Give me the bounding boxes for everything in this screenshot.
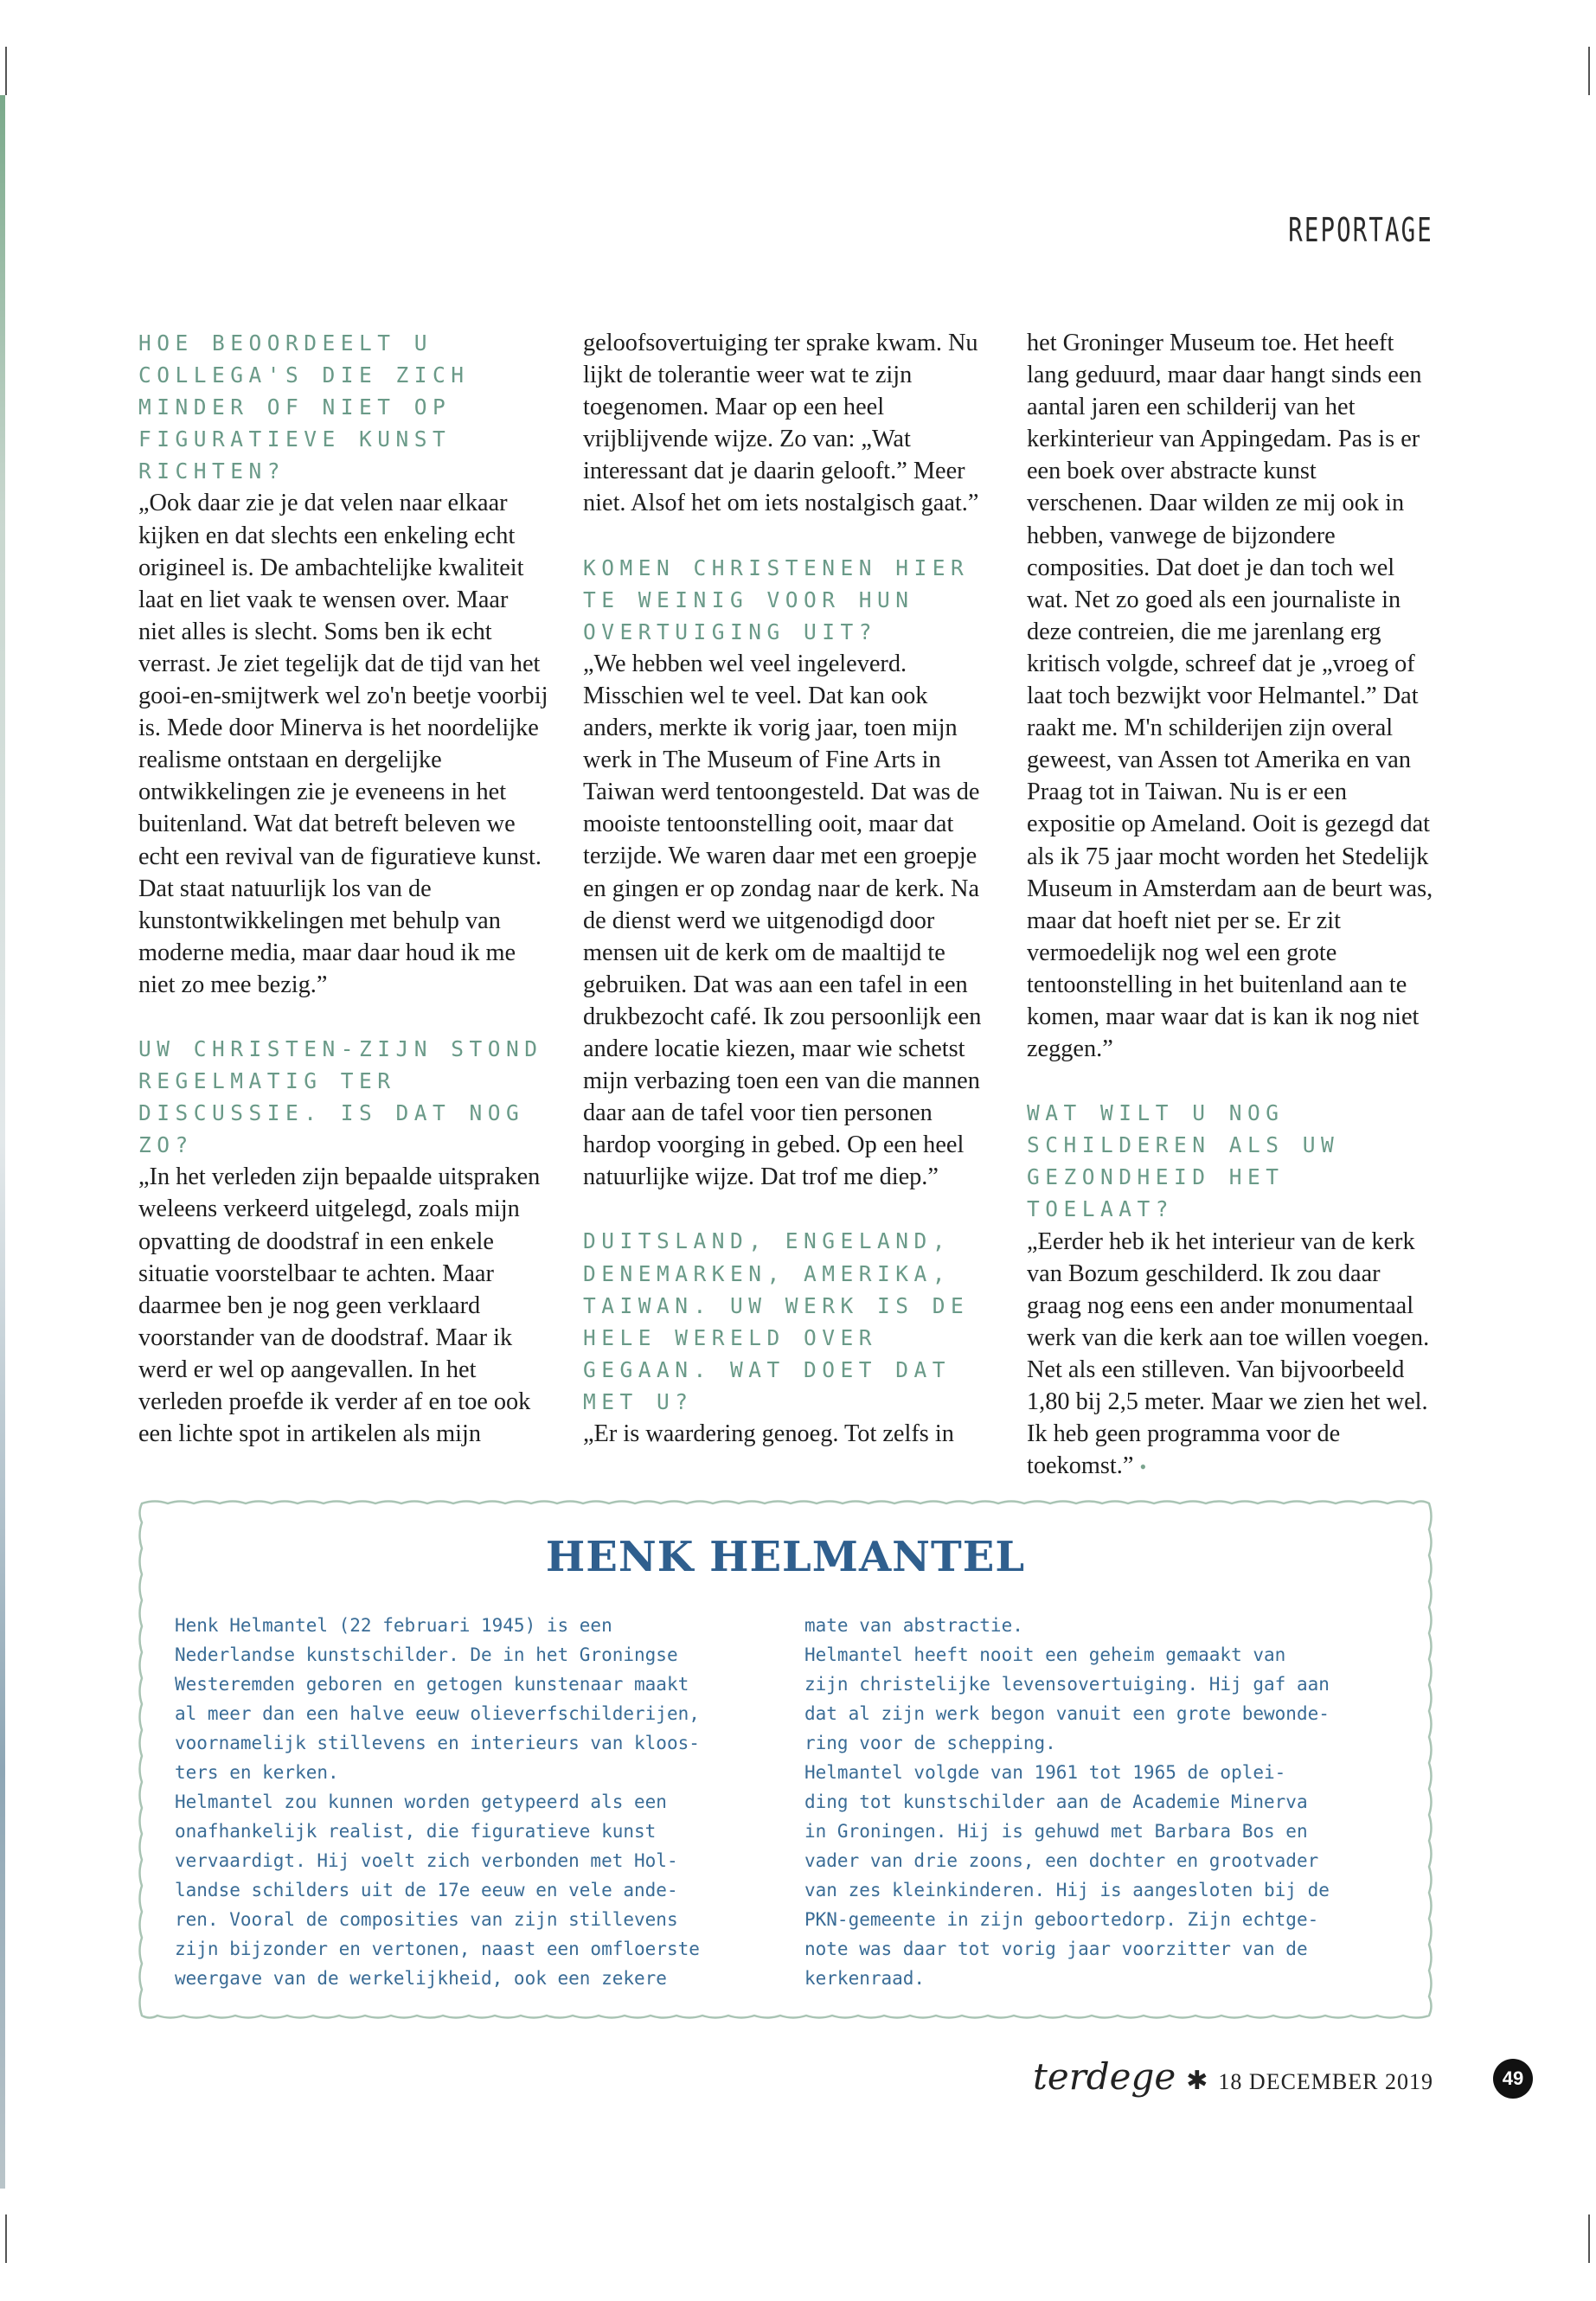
issue-date: 18 DECEMBER 2019 bbox=[1218, 2069, 1433, 2094]
infobox-text-left: Henk Helmantel (22 februari 1945) is een Nederlandse kunstschilder. De in het Groningse Westeremden geboren en getogen kunstenaar maakt al meer dan een halve eeuw olieverfschilderijen, voornamelijk stillevens en interieurs van kloos- ters en kerken. Helmantel zou kunnen worden getypeerd als een onafhankelijk realist, die figuratieve kunst vervaardigt. Hij voelt zich verbonden met Hol- landse schilders uit de 17e eeuw en vele ande- ren. Vooral de composities van zijn stillevens zijn bijzonder en vertonen, naast een omfloerste weergave van de werkelijkheid, ook een zekere bbox=[175, 1615, 700, 1989]
interview-answer: „Eerder heb ik het interieur van de kerk van Bozum geschilderd. Ik zou daar graag nog eens een ander monumentaal werk van die kerk aan toe willen voegen. Net als een stilleven. Van bijvoorbeeld 1,80 bij 2,5 meter. Maar we zien het wel. Ik heb geen programma voor de toekomst.” • bbox=[1027, 1227, 1430, 1480]
crop-mark bbox=[5, 47, 7, 95]
article-column-2 bbox=[583, 327, 995, 1450]
magazine-logo: terdege bbox=[1032, 2055, 1176, 2098]
paragraph-gap bbox=[583, 520, 995, 552]
article-column-3 bbox=[1027, 327, 1439, 1483]
interview-answer: „Ook daar zie je dat velen naar elkaar kijken en dat slechts een enkeling echt origineel is. De ambachtelijke kwaliteit laat en liet vaak te wensen over. Maar niet alles is slecht. Soms ben ik echt verrast. Je ziet tegelijk dat de tijd van het gooi-en-smijtwerk wel zo'n beetje voorbij is. Mede door Minerva is het noordelijke realisme ontstaan en dergelijke ontwikkelingen zie je eveneens in het buitenland. Wat dat betreft beleven we echt een revival van de figuratieve kunst. Dat staat natuurlijk los van de kunstontwikkelingen met behulp van moderne media, maar daar houd ik me niet zo mee bezig.” bbox=[138, 490, 548, 998]
page-number: 49 bbox=[1493, 2059, 1533, 2099]
page-footer bbox=[1033, 2055, 1433, 2098]
crop-mark bbox=[1588, 47, 1590, 95]
end-mark-icon: • bbox=[1139, 1456, 1147, 1478]
interview-question: UW CHRISTEN-ZIJN STOND REGELMATIG TER DISCUSSIE. IS DAT NOG ZO? bbox=[138, 1035, 543, 1158]
interview-answer: „We hebben wel veel ingeleverd. Misschien wel te veel. Dat kan ook anders, merkte ik vorig jaar, toen mijn werk in The Museum of Fine Arts in Taiwan werd tentoongesteld. Dat was de mooiste tentoonstelling ooit, maar dat terzijde. We waren daar met een groepje en gingen er op zondag naar de kerk. Na de dienst werd we uitgenodigd door mensen uit de kerk om de maaltijd te gebruiken. Dat was aan een tafel in een drukbezocht café. Ik zou persoonlijk een andere locatie kiezen, maar wie schetst mijn verbazing toen een van die mannen daar aan de tafel voor tien personen hardop voorging in gebed. Op een heel natuurlijke wijze. Dat trof me diep.” bbox=[583, 650, 982, 1191]
infobox-title: HENK HELMANTEL bbox=[545, 1533, 1026, 1581]
infobox bbox=[137, 1498, 1434, 2021]
page-edge-strip bbox=[0, 95, 5, 2189]
interview-question: HOE BEOORDEELT U COLLEGA'S DIE ZICH MINDER OF NIET OP FIGURATIEVE KUNST RICHTEN? bbox=[138, 330, 470, 484]
paragraph-gap bbox=[1027, 1065, 1439, 1097]
interview-answer: geloofsovertuiging ter sprake kwam. Nu lijkt de tolerantie weer wat te zijn toegenomen. Maar op een heel vrijblijvende wijze. Zo van: „Wat interessant dat je daarin gelooft.” Meer niet. Alsof het om iets nostalgisch gaat.” bbox=[583, 330, 979, 517]
interview-question: DUITSLAND, ENGELAND, DENEMARKEN, AMERIKA, TAIWAN. UW WERK IS DE HELE WERELD OVER GEGAAN. WAT DOET DAT MET U? bbox=[583, 1228, 970, 1414]
interview-answer: „Er is waardering genoeg. Tot zelfs in bbox=[583, 1420, 954, 1447]
crop-mark bbox=[5, 2214, 7, 2263]
paragraph-gap bbox=[583, 1193, 995, 1225]
crop-mark bbox=[1588, 2214, 1590, 2263]
section-label: REPORTAGE bbox=[1288, 211, 1433, 249]
interview-answer: „In het verleden zijn bepaalde uitspraken weleens verkeerd uitgelegd, zoals mijn opvatting de doodstraf in een enkele situatie voorstelbaar te achten. Maar daarmee ben je nog geen verklaard voorstander van de doodstraf. Maar ik werd er wel op aangevallen. In het verleden proefde ik verder af en toe ook een lichte spot in artikelen als mijn bbox=[138, 1163, 541, 1448]
star-icon: ✱ bbox=[1186, 2067, 1208, 2095]
interview-answer: het Groninger Museum toe. Het heeft lang geduurd, maar daar hangt sinds een aantal jaren een schilderij van het kerkinterieur van Appingedam. Pas is er een boek over abstracte kunst verschenen. Daar wilden ze mij ook in hebben, vanwege de bijzondere composities. Dat doet je dan toch wel wat. Net zo goed als een journaliste in deze contreien, die me jarenlang erg kritisch volgde, schreef dat je „vroeg of laat toch bezwijkt voor Helmantel.” Dat raakt me. M'n schilderijen zijn overal geweest, van Assen tot Amerika en van Praag tot in Taiwan. Nu is er een expositie op Ameland. Ooit is gezegd dat als ik 75 jaar mocht worden het Stedelijk Museum in Amsterdam aan de beurt was, maar dat hoeft niet per se. Er zit vermoedelijk nog wel een grote tentoonstelling in het buitenland aan te komen, maar waar dat is kan ik nog niet zeggen.” bbox=[1027, 330, 1433, 1063]
infobox-text-right: mate van abstractie. Helmantel heeft nooit een geheim gemaakt van zijn christelijke levensovertuiging. Hij gaf aan dat al zijn werk begon vanuit een grote bewonde- ring voor de schepping. Helmantel volgde van 1961 tot 1965 de oplei- ding tot kunstschilder aan de Academie Minerva in Groningen. Hij is gehuwd met Barbara Bos en vader van drie zoons, een dochter en grootvader van zes kleinkinderen. Hij is aangesloten bij de PKN-gemeente in zijn geboortedorp. Zijn echtge- note was daar tot vorig jaar voorzitter van de kerkenraad. bbox=[804, 1615, 1330, 1989]
article-column-1 bbox=[138, 327, 550, 1450]
paragraph-gap bbox=[138, 1001, 550, 1033]
interview-question: WAT WILT U NOG SCHILDEREN ALS UW GEZONDHEID HET TOELAAT? bbox=[1027, 1100, 1340, 1222]
interview-question: KOMEN CHRISTENEN HIER TE WEINIG VOOR HUN OVERTUIGING UIT? bbox=[583, 554, 970, 644]
